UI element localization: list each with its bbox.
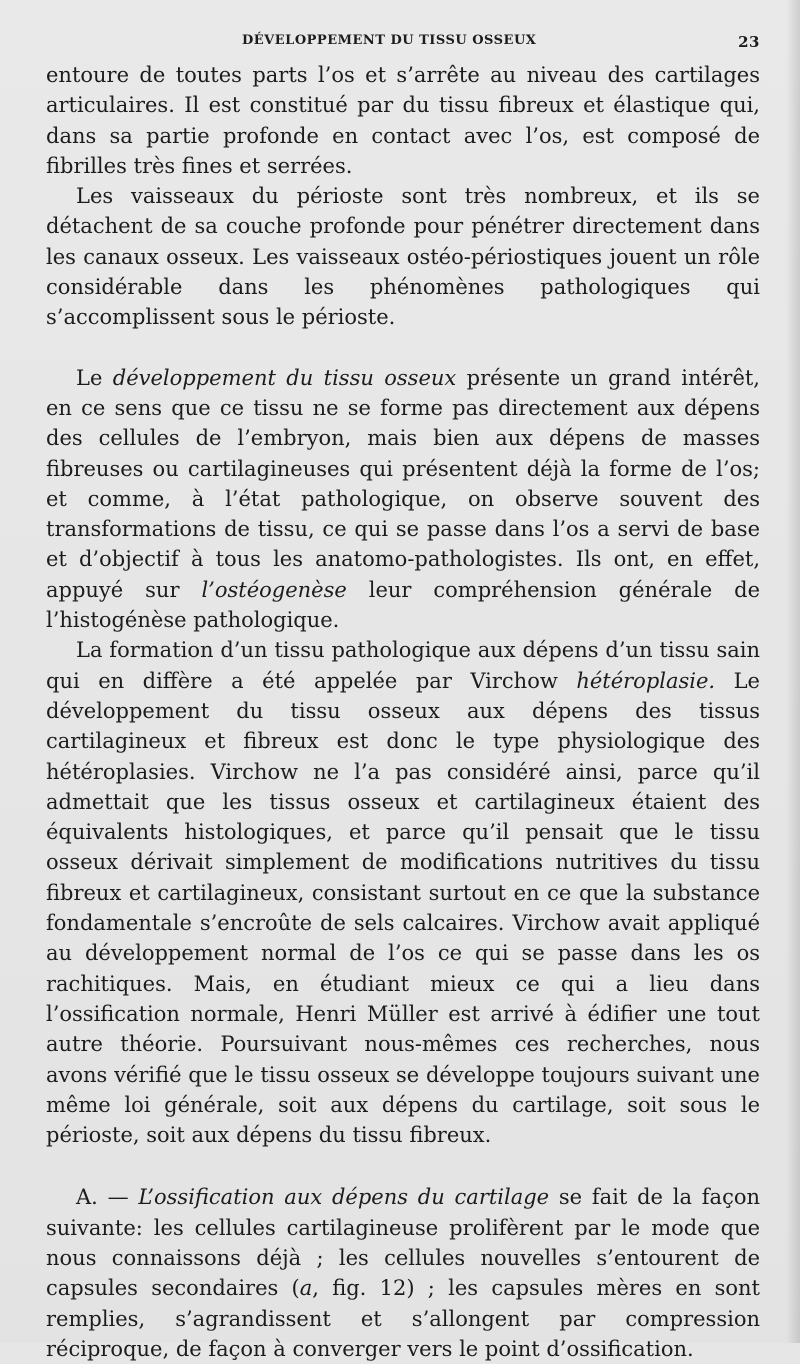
text-run: leur compréhension générale de l’histogénèse pathologique. — [46, 577, 760, 633]
text-run: se fait de la façon suivante: les cellules cartilagineuse prolifèrent par le mode que nous connaissons déjà ; les cellules nouvelles s’entourent de capsules secondaires ( — [46, 1185, 761, 1301]
paragraph-continued: entoure de toutes parts l’os et s’arrête au niveau des cartilages articulaires. Il est constitué par du tissu fibreux et élastique qui, dans sa partie profonde en contact avec l’os, est composé de fibrilles très fines et serrées. — [46, 63, 760, 178]
section-spacer — [46, 1150, 760, 1182]
text-run: Le développement du tissu osseux aux dépens des tissus cartilagineux et fibreux est donc le type physiologique des hétéroplasies. Virchow ne l’a pas considéré ainsi, parce qu’il admettait que les tissus osseux et cartilagineux étaient des équivalents histologiques, et parce qu’il pensait que le tissu osseux dérivait simplement de modifications nutritives du tissu fibreux et cartilagineux, consistant surtout en ce que la substance fondamentale s’encroûte de sels calcaires. Virchow avait appliqué au développement normal de l’os ce qui se passe dans les os rachitiques. Mais, en étudiant mieux ce qui a lieu dans l’ossification normale, Henri Müller est arrivé à édifier une tout autre théorie. Poursuivant nous-mêmes ces recherches, nous avons vérifié que le tissu osseux se développe toujours suivant une même loi générale, soit aux dépens du cartilage, soit sous le périoste, soit aux dépens du tissu fibreux. — [46, 668, 760, 1148]
italic-term: développement du tissu osseux — [112, 365, 457, 390]
text-run: , fig. 12) ; les capsules mères en sont remplies, s’agrandissent et s’allongent par compression réciproque, de façon à converger vers le point d’ossification. — [46, 1276, 760, 1361]
text-run: La formation d’un tissu pathologique aux dépens d’un tissu sain qui en diffère a été appelée par Virchow — [46, 638, 760, 693]
italic-term: l’ostéogenèse — [201, 577, 347, 602]
paragraph-bone-development — [46, 363, 760, 636]
italic-term: L’ossification aux dépens du cartilage — [138, 1185, 550, 1210]
paragraph-heteroplasia — [46, 635, 760, 1150]
body-text — [46, 60, 760, 1364]
figure-reference-letter: a — [299, 1276, 313, 1301]
page-number: 23 — [738, 33, 760, 51]
text-run: Le — [76, 365, 113, 390]
text-run: présente un grand intérêt, en ce sens que ce tissu ne se forme pas directement aux dépens des cellules de l’embryon, mais bien aux dépens de masses fibreuses ou cartilagineuses qui présentent déjà la forme de l’os; et comme, à l’état pathologique, on observe souvent des transformations de tissu, ce qui se passe dans l’os a servi de base et d’objectif à tous les anatomo-pathologistes. Ils ont, en effet, appuyé sur — [46, 365, 760, 602]
running-title: DÉVELOPPEMENT DU TISSU OSSEUX — [242, 33, 537, 48]
italic-term: hétéroplasie. — [576, 668, 716, 693]
text-run: A. — — [76, 1185, 139, 1210]
paragraph-cartilage-ossification — [46, 1182, 760, 1364]
paragraph-periosteum-vessels: Les vaisseaux du périoste sont très nombreux, et ils se détachent de sa couche profonde pour pénétrer directement dans les canaux osseux. Les vaisseaux ostéo-périostiques jouent un rôle considérable dans les phénomènes pathologiques qui s’accomplissent sous le périoste. — [46, 184, 760, 330]
section-spacer — [46, 333, 760, 363]
running-head — [46, 26, 760, 60]
